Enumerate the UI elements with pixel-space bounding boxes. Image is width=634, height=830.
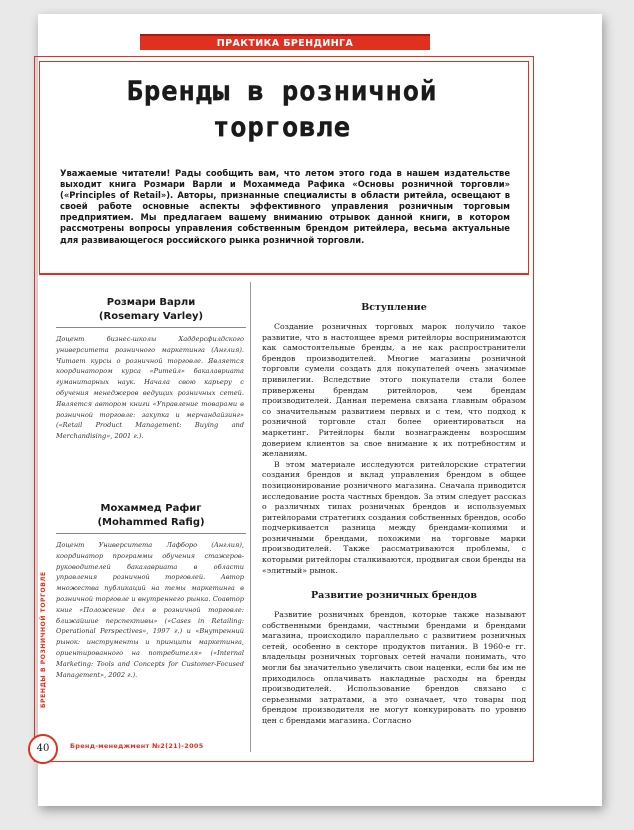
title-line-1: Бренды в розничной — [126, 76, 438, 107]
section-body-development — [262, 610, 526, 727]
paragraph: В этом материале исследуются ритейлорские стратегии создания брендов и вклад управления брендом в общее позиционирование розничного магазина. Сначала приводится исследование роста частных брендов. За этим следует рассказ о различных типах розничных брендов и используемых ритейлорами стратегиях создания собственных брендов, особо подчеркивается разница между брендами-копиями и розничными брендами, похожими на торговые марки производителей. Также рассматриваются проблемы, с которыми ритейлоры сталкиваются, продвигая свои бренды на «элитный» рынок. — [262, 459, 526, 575]
column-separator — [250, 282, 251, 752]
paragraph: Развитие розничных брендов, которые также называют собственными брендами, частными брендами и брендами магазина, происходило параллельно с развитием розничных сетей, особенно в секторе продуктов питания. В 1960-е гг. владельцы розничных торговых сетей начали понимать, что могли бы значительно увеличить свои наценки, если бы им не приходилось оплачивать накладные расходы на бренды производителей. Использование брендов связано с серьезными затратами, а это означает, что товары под брендом производителя не могут конкурировать по уровню цен с брендами магазина. Согласно — [262, 610, 526, 725]
article-title — [60, 74, 504, 146]
vertical-side-label: БРЕНДЫ В РОЗНИЧНОЙ ТОРГОВЛЕ — [40, 571, 47, 708]
footer-journal: Бренд-менеджмент №2(21)-2005 — [70, 742, 204, 750]
author-2-rule — [56, 533, 246, 534]
author-1-rule — [56, 327, 246, 328]
intro-text: Уважаемые читатели! Рады сообщить вам, что летом этого года в нашем издательстве выходит книга Розмари Варли и Мохаммеда Рафика «Основы розничной торговли» («Principles of Retail»). Авторы, признанные специалисты в области ритейла, освещают в своей работе основные аспекты эффективного управления розничным торговым предприятием. Мы предлагаем вашему вниманию отрывок данной книги, в котором рассмотрены вопросы управления собственным брендом ритейлера, весьма актуальные для развивающегося российского рынка розничной торговли. — [60, 168, 510, 245]
author-2-name: Мохаммед Рафиг (Mohammed Rafig) — [97, 503, 205, 528]
section-heading-intro: Вступление — [361, 302, 427, 313]
page-number: 40 — [28, 734, 58, 764]
section-heading-development: Развитие розничных брендов — [311, 590, 477, 601]
author-1-name: Розмари Варли (Rosemary Varley) — [98, 297, 204, 322]
author-1-bio: Доцент бизнес-школы Хаддерсфилдского университета розничного маркетинга (Англия). Читает курсы о розничной торговле. Является координатором курса «Ритейл» бакалавриата гуманитарных наук. Начала свою карьеру с обучения менеджеров ведущих розничных сетей. Является автором книги «Управление товарами в розничной торговле: закупка и мерчандайзинг» («Retail Product Management: Buying and Merchandising», 2001 г.). — [56, 335, 244, 441]
title-line-2: торговле — [212, 112, 352, 143]
section-header: ПРАКТИКА БРЕНДИНГА — [140, 34, 430, 50]
section-body-intro — [262, 322, 526, 576]
paragraph: Создание розничных торговых марок получило такое развитие, что в настоящее время ритейлоры воспринимаются как самостоятельные бренды, а не как распространители брендов производителей. Многие магазины розничной торговли сумели создать для покупателей очень значимые привилегии. Вследствие этого покупатели стали более привержены брендам ритейлоров, чем брендам производителей. Данная перемена связана главным образом со значительным развитием первых и с тем, что подход к розничной торговле стал более ориентироваться на маркетинг. Ритейлоры были вознаграждены возросшим доверием клиентов за свое внимание к их потребностям и желаниям. — [262, 322, 526, 459]
section-divider — [39, 274, 529, 275]
author-2-bio: Доцент Университета Лафборо (Англия), координатор программы обучения стажеров-руководителей бакалавриата в области управления розничной торговлей. Автор множества публикаций на темы маркетинга в розничной торговле и внутреннего рынка. Соавтор книг «Положение дел в розничной торговле: ближайшие перспективы» («Cases in Retailing: Operational Perspectives», 1997 г.) и «Внутренний рынок: инструменты и принципы маркетинга, ориентированного на потребителя» («Internal Marketing: Tools and Concepts for Customer-Focused Management», 2002 г.). — [56, 541, 244, 679]
